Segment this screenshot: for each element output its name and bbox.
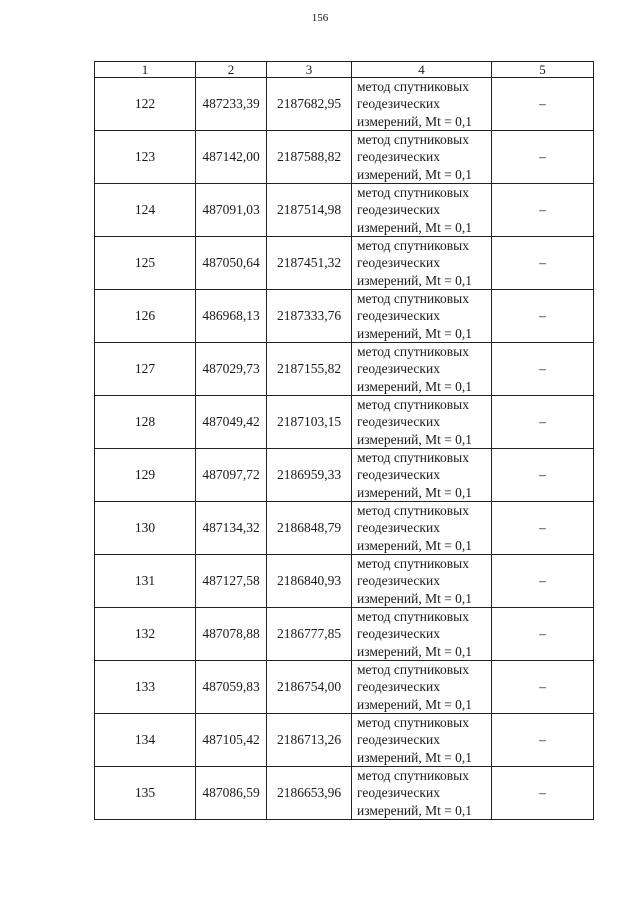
method-line: метод спутниковых (357, 185, 469, 201)
note-cell: – (492, 608, 594, 661)
method-line: метод спутниковых (357, 609, 469, 625)
method-line: измерений, Mt = 0,1 (357, 378, 473, 394)
method-line: измерений, Mt = 0,1 (357, 166, 473, 182)
table-body (95, 62, 594, 820)
x-coordinate-cell: 487134,32 (196, 502, 267, 555)
point-number-cell: 129 (95, 449, 196, 502)
note-cell: – (492, 449, 594, 502)
method-line: измерений, Mt = 0,1 (357, 325, 473, 341)
x-coordinate-cell: 486968,13 (196, 290, 267, 343)
y-coordinate-cell: 2187451,32 (267, 237, 352, 290)
y-coordinate-cell: 2186840,93 (267, 555, 352, 608)
note-cell: – (492, 290, 594, 343)
note-cell: – (492, 396, 594, 449)
table-row (95, 449, 594, 502)
note-cell: – (492, 78, 594, 131)
method-cell (352, 555, 492, 608)
table-row (95, 714, 594, 767)
page-number: 156 (311, 12, 329, 24)
y-coordinate-cell: 2187514,98 (267, 184, 352, 237)
y-coordinate-cell: 2187333,76 (267, 290, 352, 343)
method-line: измерений, Mt = 0,1 (357, 643, 473, 659)
method-line: метод спутниковых (357, 397, 469, 413)
table-row (95, 237, 594, 290)
method-line: геодезических (357, 573, 440, 589)
column-header-2: 2 (196, 62, 267, 78)
x-coordinate-cell: 487086,59 (196, 767, 267, 820)
method-line: геодезических (357, 202, 440, 218)
x-coordinate-cell: 487049,42 (196, 396, 267, 449)
table-row (95, 608, 594, 661)
column-header-5: 5 (492, 62, 594, 78)
method-line: метод спутниковых (357, 450, 469, 466)
x-coordinate-cell: 487050,64 (196, 237, 267, 290)
y-coordinate-cell: 2186713,26 (267, 714, 352, 767)
method-line: метод спутниковых (357, 291, 469, 307)
point-number-cell: 127 (95, 343, 196, 396)
coordinates-table (94, 61, 594, 820)
table-row (95, 767, 594, 820)
point-number-cell: 128 (95, 396, 196, 449)
note-cell: – (492, 184, 594, 237)
method-line: метод спутниковых (357, 503, 469, 519)
note-cell: – (492, 714, 594, 767)
method-line: измерений, Mt = 0,1 (357, 696, 473, 712)
note-cell: – (492, 237, 594, 290)
method-cell (352, 396, 492, 449)
method-line: геодезических (357, 414, 440, 430)
method-line: геодезических (357, 732, 440, 748)
x-coordinate-cell: 487142,00 (196, 131, 267, 184)
point-number-cell: 126 (95, 290, 196, 343)
point-number-cell: 122 (95, 78, 196, 131)
method-cell (352, 131, 492, 184)
x-coordinate-cell: 487105,42 (196, 714, 267, 767)
x-coordinate-cell: 487059,83 (196, 661, 267, 714)
note-cell: – (492, 661, 594, 714)
column-header-1: 1 (95, 62, 196, 78)
x-coordinate-cell: 487127,58 (196, 555, 267, 608)
method-line: геодезических (357, 626, 440, 642)
method-line: измерений, Mt = 0,1 (357, 272, 473, 288)
point-number-cell: 130 (95, 502, 196, 555)
method-cell (352, 78, 492, 131)
x-coordinate-cell: 487233,39 (196, 78, 267, 131)
note-cell: – (492, 502, 594, 555)
y-coordinate-cell: 2187103,15 (267, 396, 352, 449)
y-coordinate-cell: 2186959,33 (267, 449, 352, 502)
table-row (95, 290, 594, 343)
method-line: геодезических (357, 96, 440, 112)
point-number-cell: 132 (95, 608, 196, 661)
table-row (95, 502, 594, 555)
method-line: измерений, Mt = 0,1 (357, 431, 473, 447)
table-row (95, 78, 594, 131)
x-coordinate-cell: 487029,73 (196, 343, 267, 396)
method-line: метод спутниковых (357, 132, 469, 148)
point-number-cell: 135 (95, 767, 196, 820)
table-row (95, 396, 594, 449)
table-header-row (95, 62, 594, 78)
method-line: геодезических (357, 785, 440, 801)
method-line: измерений, Mt = 0,1 (357, 113, 473, 129)
method-line: измерений, Mt = 0,1 (357, 537, 473, 553)
y-coordinate-cell: 2186653,96 (267, 767, 352, 820)
x-coordinate-cell: 487078,88 (196, 608, 267, 661)
point-number-cell: 125 (95, 237, 196, 290)
method-cell (352, 449, 492, 502)
method-line: измерений, Mt = 0,1 (357, 590, 473, 606)
method-line: метод спутниковых (357, 715, 469, 731)
table-row (95, 184, 594, 237)
y-coordinate-cell: 2187682,95 (267, 78, 352, 131)
note-cell: – (492, 555, 594, 608)
y-coordinate-cell: 2186848,79 (267, 502, 352, 555)
point-number-cell: 123 (95, 131, 196, 184)
method-line: геодезических (357, 361, 440, 377)
method-line: метод спутниковых (357, 556, 469, 572)
method-line: измерений, Mt = 0,1 (357, 749, 473, 765)
table-row (95, 131, 594, 184)
method-line: геодезических (357, 679, 440, 695)
method-cell (352, 608, 492, 661)
y-coordinate-cell: 2186754,00 (267, 661, 352, 714)
method-cell (352, 714, 492, 767)
note-cell: – (492, 343, 594, 396)
column-header-4: 4 (352, 62, 492, 78)
method-cell (352, 767, 492, 820)
method-line: метод спутниковых (357, 344, 469, 360)
point-number-cell: 124 (95, 184, 196, 237)
method-cell (352, 184, 492, 237)
method-cell (352, 290, 492, 343)
method-line: геодезических (357, 308, 440, 324)
method-line: измерений, Mt = 0,1 (357, 219, 473, 235)
method-line: геодезических (357, 255, 440, 271)
method-line: метод спутниковых (357, 662, 469, 678)
table-row (95, 661, 594, 714)
method-line: измерений, Mt = 0,1 (357, 484, 473, 500)
method-line: геодезических (357, 149, 440, 165)
method-cell (352, 237, 492, 290)
method-line: метод спутниковых (357, 79, 469, 95)
point-number-cell: 131 (95, 555, 196, 608)
method-line: метод спутниковых (357, 768, 469, 784)
column-header-3: 3 (267, 62, 352, 78)
table-row (95, 555, 594, 608)
method-cell (352, 661, 492, 714)
table-row (95, 343, 594, 396)
y-coordinate-cell: 2187155,82 (267, 343, 352, 396)
method-line: геодезических (357, 520, 440, 536)
x-coordinate-cell: 487091,03 (196, 184, 267, 237)
point-number-cell: 133 (95, 661, 196, 714)
y-coordinate-cell: 2186777,85 (267, 608, 352, 661)
method-line: измерений, Mt = 0,1 (357, 802, 473, 818)
method-line: метод спутниковых (357, 238, 469, 254)
note-cell: – (492, 767, 594, 820)
method-cell (352, 343, 492, 396)
method-cell (352, 502, 492, 555)
method-line: геодезических (357, 467, 440, 483)
x-coordinate-cell: 487097,72 (196, 449, 267, 502)
note-cell: – (492, 131, 594, 184)
y-coordinate-cell: 2187588,82 (267, 131, 352, 184)
point-number-cell: 134 (95, 714, 196, 767)
